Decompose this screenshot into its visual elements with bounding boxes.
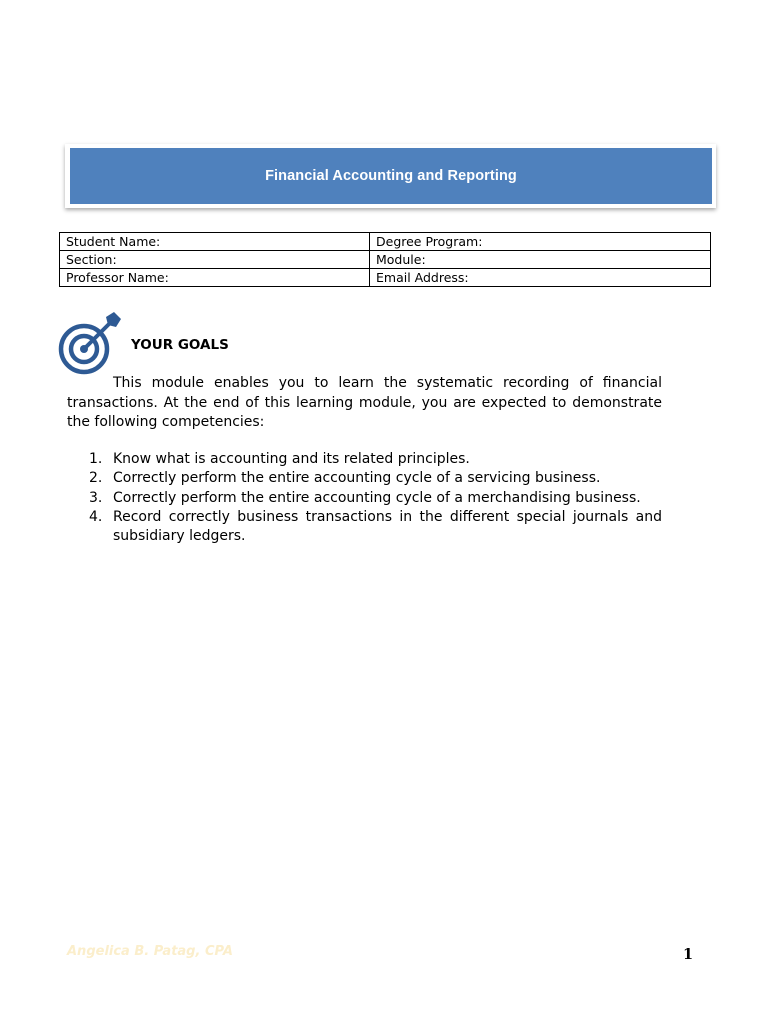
professor-name-label: Professor Name:	[60, 269, 370, 287]
list-item-text: Know what is accounting and its related principles.	[113, 451, 470, 467]
list-item-text: Correctly perform the entire accounting cycle of a merchandising business.	[113, 489, 641, 506]
list-item	[67, 469, 662, 488]
competency-list	[67, 450, 662, 546]
header-banner-frame	[65, 144, 716, 208]
student-name-label: Student Name:	[60, 233, 370, 251]
document-title: Financial Accounting and Reporting	[265, 168, 517, 184]
target-arrow-icon	[56, 311, 126, 381]
goals-intro-paragraph: This module enables you to learn the systematic recording of financial transactions. At the end of this learning module, you are expected to demonstrate the following competencies:	[67, 375, 662, 430]
list-item-number: 4.	[89, 508, 103, 525]
degree-program-label: Degree Program:	[370, 233, 711, 251]
student-info-table	[59, 232, 711, 287]
table-row	[60, 269, 711, 287]
list-item-number: 1.	[89, 451, 103, 467]
table-row	[60, 233, 711, 251]
table-row	[60, 251, 711, 269]
page-number: 1	[683, 946, 694, 963]
section-label: Section:	[60, 251, 370, 269]
list-item	[67, 450, 662, 469]
list-item-number: 3.	[89, 489, 103, 506]
email-address-label: Email Address:	[370, 269, 711, 287]
list-item	[67, 508, 662, 547]
goals-heading: YOUR GOALS	[131, 337, 229, 353]
footer-author: Angelica B. Patag, CPA	[67, 944, 233, 959]
list-item-number: 2.	[89, 470, 103, 487]
list-item-text: Correctly perform the entire accounting cycle of a servicing business.	[113, 470, 601, 487]
module-label: Module:	[370, 251, 711, 269]
header-banner	[70, 148, 712, 204]
list-item	[67, 489, 662, 508]
list-item-text: Record correctly business transactions in the different special journals and subsidiary ledgers.	[113, 508, 662, 545]
